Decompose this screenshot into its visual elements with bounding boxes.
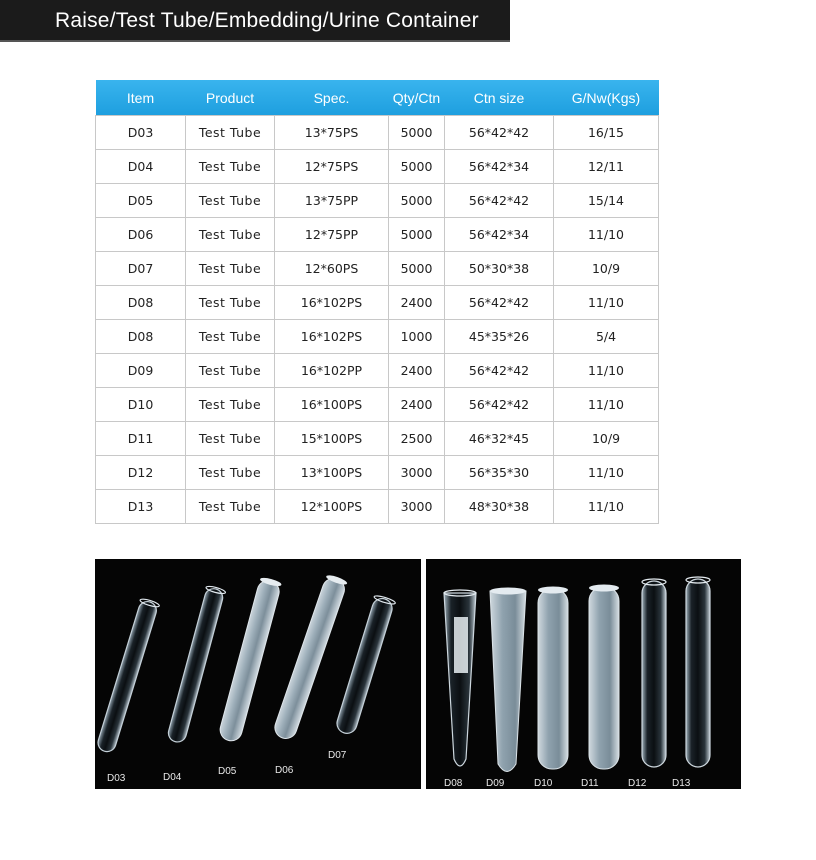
cell-gnw: 10/9 <box>554 422 659 456</box>
cell-item: D03 <box>96 116 186 150</box>
cell-item: D08 <box>96 320 186 354</box>
cell-product: Test Tube <box>186 252 275 286</box>
cell-gnw: 11/10 <box>554 218 659 252</box>
banner-title: Raise/Test Tube/Embedding/Urine Container <box>55 9 479 32</box>
cell-ctn-size: 56*42*42 <box>445 354 554 388</box>
table-row <box>96 286 659 320</box>
cell-qty: 5000 <box>389 116 445 150</box>
cell-spec: 13*75PS <box>275 116 389 150</box>
tube-d03 <box>95 598 160 754</box>
cell-item: D09 <box>96 354 186 388</box>
cell-gnw: 5/4 <box>554 320 659 354</box>
cell-gnw: 11/10 <box>554 286 659 320</box>
table-row <box>96 150 659 184</box>
cell-item: D08 <box>96 286 186 320</box>
cell-ctn-size: 56*42*42 <box>445 388 554 422</box>
cell-ctn-size: 56*42*42 <box>445 116 554 150</box>
cell-gnw: 11/10 <box>554 456 659 490</box>
cell-ctn-size: 46*32*45 <box>445 422 554 456</box>
header-gnw: G/Nw(Kgs) <box>554 80 659 116</box>
cell-product: Test Tube <box>186 388 275 422</box>
cell-spec: 12*100PS <box>275 490 389 524</box>
tube-d12 <box>642 579 666 767</box>
title-banner <box>0 0 510 42</box>
cell-qty: 2400 <box>389 286 445 320</box>
table-row <box>96 490 659 524</box>
cell-ctn-size: 56*42*34 <box>445 218 554 252</box>
tube-d06 <box>272 574 348 742</box>
cell-item: D10 <box>96 388 186 422</box>
cell-gnw: 11/10 <box>554 354 659 388</box>
cell-product: Test Tube <box>186 456 275 490</box>
cell-spec: 16*102PP <box>275 354 389 388</box>
cell-qty: 2500 <box>389 422 445 456</box>
label-d05: D05 <box>218 766 237 777</box>
table-row <box>96 388 659 422</box>
cell-ctn-size: 45*35*26 <box>445 320 554 354</box>
cell-item: D06 <box>96 218 186 252</box>
label-d09: D09 <box>486 778 505 789</box>
cell-ctn-size: 56*42*42 <box>445 184 554 218</box>
table-row <box>96 184 659 218</box>
cell-product: Test Tube <box>186 422 275 456</box>
cell-qty: 2400 <box>389 354 445 388</box>
cell-spec: 12*75PS <box>275 150 389 184</box>
header-qty-ctn: Qty/Ctn <box>389 80 445 116</box>
cell-ctn-size: 56*35*30 <box>445 456 554 490</box>
label-d12: D12 <box>628 778 647 789</box>
cell-spec: 15*100PS <box>275 422 389 456</box>
tubes-left-illustration <box>95 559 421 789</box>
label-d04: D04 <box>163 772 182 783</box>
cell-qty: 3000 <box>389 456 445 490</box>
cell-product: Test Tube <box>186 354 275 388</box>
cell-item: D04 <box>96 150 186 184</box>
cell-item: D07 <box>96 252 186 286</box>
table-row <box>96 116 659 150</box>
cell-qty: 3000 <box>389 490 445 524</box>
label-d03: D03 <box>107 773 126 784</box>
tube-d13 <box>686 577 710 767</box>
tube-d09 <box>490 588 526 772</box>
tube-d08 <box>444 590 476 766</box>
cell-product: Test Tube <box>186 184 275 218</box>
cell-product: Test Tube <box>186 320 275 354</box>
cell-spec: 12*75PP <box>275 218 389 252</box>
table-row <box>96 456 659 490</box>
label-d06: D06 <box>275 765 294 776</box>
cell-qty: 5000 <box>389 150 445 184</box>
cell-item: D05 <box>96 184 186 218</box>
cell-qty: 5000 <box>389 184 445 218</box>
cell-qty: 2400 <box>389 388 445 422</box>
tube-d07 <box>334 594 396 736</box>
cell-gnw: 11/10 <box>554 490 659 524</box>
tube-d11 <box>589 585 619 770</box>
cell-ctn-size: 50*30*38 <box>445 252 554 286</box>
label-d08: D08 <box>444 778 463 789</box>
cell-spec: 16*102PS <box>275 320 389 354</box>
label-d10: D10 <box>534 778 553 789</box>
cell-product: Test Tube <box>186 286 275 320</box>
cell-gnw: 16/15 <box>554 116 659 150</box>
cell-ctn-size: 56*42*42 <box>445 286 554 320</box>
tube-d05 <box>218 576 282 743</box>
cell-qty: 1000 <box>389 320 445 354</box>
cell-product: Test Tube <box>186 116 275 150</box>
header-ctn-size: Ctn size <box>445 80 554 116</box>
spec-table <box>95 80 659 524</box>
table-row <box>96 218 659 252</box>
tubes-right-illustration <box>426 559 741 789</box>
label-d07: D07 <box>328 750 347 761</box>
cell-spec: 12*60PS <box>275 252 389 286</box>
cell-gnw: 12/11 <box>554 150 659 184</box>
tube-d04 <box>165 585 226 744</box>
table-header-row <box>96 80 659 116</box>
tube-d10 <box>538 587 568 770</box>
header-item: Item <box>96 80 186 116</box>
cell-product: Test Tube <box>186 150 275 184</box>
photo-tubes-right <box>426 559 741 789</box>
cell-qty: 5000 <box>389 218 445 252</box>
cell-spec: 16*102PS <box>275 286 389 320</box>
header-product: Product <box>186 80 275 116</box>
cell-gnw: 11/10 <box>554 388 659 422</box>
label-d13: D13 <box>672 778 691 789</box>
cell-gnw: 15/14 <box>554 184 659 218</box>
cell-item: D13 <box>96 490 186 524</box>
label-d11: D11 <box>581 778 599 789</box>
cell-product: Test Tube <box>186 490 275 524</box>
cell-spec: 13*75PP <box>275 184 389 218</box>
table-row <box>96 354 659 388</box>
table-row <box>96 252 659 286</box>
cell-item: D11 <box>96 422 186 456</box>
cell-spec: 13*100PS <box>275 456 389 490</box>
cell-ctn-size: 48*30*38 <box>445 490 554 524</box>
cell-qty: 5000 <box>389 252 445 286</box>
header-spec: Spec. <box>275 80 389 116</box>
table-row <box>96 422 659 456</box>
cell-product: Test Tube <box>186 218 275 252</box>
cell-spec: 16*100PS <box>275 388 389 422</box>
cell-ctn-size: 56*42*34 <box>445 150 554 184</box>
cell-gnw: 10/9 <box>554 252 659 286</box>
photo-tubes-left <box>95 559 421 789</box>
cell-item: D12 <box>96 456 186 490</box>
table-row <box>96 320 659 354</box>
